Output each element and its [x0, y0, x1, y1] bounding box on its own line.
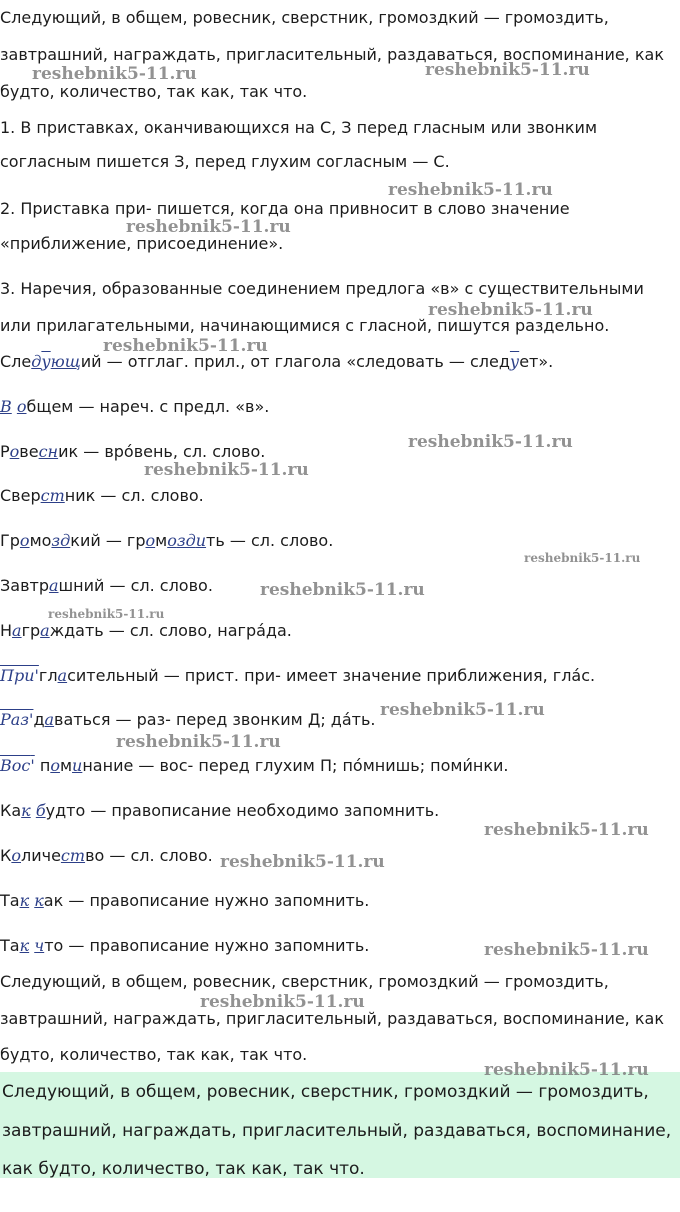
- orthogram: и: [72, 756, 83, 775]
- orthogram: и: [195, 531, 207, 550]
- entry-nagrazhdat: [0, 621, 292, 641]
- entry-zavtrashniy: [0, 576, 213, 596]
- entry-priglasitelnyy: [0, 666, 595, 686]
- orthogram: к: [19, 936, 30, 955]
- entry-text: д: [33, 710, 45, 729]
- orthogram: о: [50, 756, 60, 775]
- summary-line-1: Следующий, в общем, ровесник, сверстник, громоздкий — громоздить,: [0, 972, 609, 991]
- entry-text: ве: [19, 442, 39, 461]
- entry-text: Та: [0, 891, 20, 910]
- prefix-mark: При: [0, 666, 35, 685]
- orthogram: у: [509, 352, 520, 371]
- entry-text: гр: [21, 621, 41, 640]
- watermark: reshebnik5-11.ru: [32, 64, 197, 84]
- entry-text: мо: [29, 531, 52, 550]
- summary-line-2: завтрашний, награждать, пригласительный, раздаваться, воспоминание, как: [0, 1009, 664, 1028]
- orthogram: а: [12, 621, 22, 640]
- orthogram: ст: [40, 486, 65, 505]
- entry-text: кий — гр: [70, 531, 146, 550]
- entry-text: м: [155, 531, 168, 550]
- prefix-mark: ': [30, 756, 35, 775]
- entry-text: Свер: [0, 486, 41, 505]
- watermark: reshebnik5-11.ru: [388, 180, 553, 200]
- orthogram: у: [41, 352, 51, 371]
- rule-1-line-1: 1. В приставках, оканчивающихся на С, З перед гласным или звонким: [0, 118, 598, 137]
- prefix-mark: Вос: [0, 756, 31, 775]
- watermark: reshebnik5-11.ru: [484, 820, 649, 840]
- entry-gromozdkiy: [0, 531, 333, 551]
- watermark: reshebnik5-11.ru: [116, 732, 281, 752]
- orthogram: зд: [176, 531, 196, 550]
- watermark: reshebnik5-11.ru: [380, 700, 545, 720]
- orthogram: а: [44, 710, 55, 729]
- rule-2-line-1: 2. Приставка при- пишется, когда она привносит в слово значение: [0, 199, 570, 218]
- entry-tak-kak: [0, 891, 369, 911]
- entry-text: ник — сл. слово.: [64, 486, 204, 505]
- answer-line-3: как будто, количество, так как, так что.: [2, 1159, 365, 1179]
- answer-highlight: [0, 1072, 680, 1178]
- entry-text: шний — сл. слово.: [58, 576, 213, 595]
- entry-v-obshchem: [0, 397, 269, 417]
- entry-text: во — сл. слово.: [85, 846, 213, 865]
- summary-line-3: будто, количество, так как, так что.: [0, 1045, 308, 1064]
- entry-text: Н: [0, 621, 13, 640]
- watermark: reshebnik5-11.ru: [200, 992, 365, 1012]
- watermark: reshebnik5-11.ru: [103, 336, 268, 356]
- watermark: reshebnik5-11.ru: [144, 460, 309, 480]
- entry-text: гл: [38, 666, 58, 685]
- entry-text: сительный — прист. при- имеет значение приближения, гла́с.: [67, 666, 596, 685]
- entry-text: ть — сл. слово.: [206, 531, 334, 550]
- orthogram: а: [57, 666, 68, 685]
- rule-3-line-2: или прилагательными, начинающимися с гласной, пишутся раздельно.: [0, 316, 610, 335]
- entry-text: п: [34, 756, 51, 775]
- entry-text: ваться — раз- перед звонким Д; да́ть.: [54, 710, 376, 729]
- orthogram: ст: [60, 846, 86, 865]
- answer-line-2: завтрашний, награждать, пригласительный, раздаваться, воспоминание,: [2, 1121, 672, 1141]
- watermark: reshebnik5-11.ru: [408, 432, 573, 452]
- watermark: reshebnik5-11.ru: [425, 60, 590, 80]
- entry-vospominanie: [0, 756, 509, 776]
- entry-kolichestvo: [0, 846, 213, 866]
- orthogram: о: [11, 846, 21, 865]
- orthogram: ч: [34, 936, 45, 955]
- entry-text: Завтр: [0, 576, 49, 595]
- entry-text: м: [59, 756, 73, 775]
- entry-text: Р: [0, 442, 10, 461]
- entry-text: нание — вос- перед глухим П; по́мнишь; поми́нки.: [82, 756, 509, 775]
- entry-rovesnik: [0, 442, 265, 462]
- rule-2-line-2: «приближение, присоединение».: [0, 234, 284, 253]
- watermark: reshebnik5-11.ru: [126, 217, 291, 237]
- entry-text: то — правописание нужно запомнить.: [44, 936, 370, 955]
- rule-3-line-1: 3. Наречия, образованные соединением предлога «в» с существительными: [0, 279, 644, 298]
- entry-razdavatsya: [0, 710, 376, 730]
- prefix-mark: ': [29, 710, 34, 729]
- entry-text: К: [0, 846, 12, 865]
- orthogram: о: [9, 442, 20, 461]
- entry-text: личе: [21, 846, 61, 865]
- orthogram: а: [40, 621, 50, 640]
- entry-tak-chto: [0, 936, 369, 956]
- entry-text: удто — правописание необходимо запомнить.: [45, 801, 440, 820]
- entry-text: Гр: [0, 531, 20, 550]
- orthogram: сн: [38, 442, 59, 461]
- intro-line-2: завтрашний, награждать, пригласительный, раздаваться, воспоминание, как: [0, 45, 664, 64]
- orthogram: к: [19, 891, 30, 910]
- watermark: reshebnik5-11.ru: [428, 300, 593, 320]
- entry-text: бщем — нареч. с предл. «в».: [26, 397, 270, 416]
- watermark: reshebnik5-11.ru: [260, 580, 425, 600]
- orthogram: зд: [51, 531, 71, 550]
- orthogram: д: [31, 352, 42, 371]
- entry-text: Сле: [0, 352, 32, 371]
- entry-text: Та: [0, 936, 20, 955]
- watermark: reshebnik5-11.ru: [484, 1060, 649, 1080]
- entry-sverstnik: [0, 486, 204, 506]
- entry-text: ий — отглаг. прил., от глагола «следовать — след: [80, 352, 510, 371]
- prefix-mark: ': [34, 666, 39, 685]
- orthogram: В: [0, 397, 12, 416]
- orthogram: к: [21, 801, 31, 820]
- orthogram: о: [16, 397, 27, 416]
- orthogram: о: [19, 531, 30, 550]
- intro-line-1: Следующий, в общем, ровесник, сверстник, громоздкий — громоздить,: [0, 8, 609, 27]
- orthogram: о: [167, 531, 177, 550]
- orthogram: а: [48, 576, 59, 595]
- watermark: reshebnik5-11.ru: [220, 852, 385, 872]
- prefix-mark: Раз: [0, 710, 30, 729]
- entry-text: ик — вро́вень, сл. слово.: [58, 442, 266, 461]
- entry-text: ет».: [519, 352, 554, 371]
- entry-text: ждать — сл. слово, награ́да.: [49, 621, 292, 640]
- orthogram: ющ: [50, 352, 81, 371]
- entry-text: ак — правописание нужно запомнить.: [43, 891, 370, 910]
- orthogram: о: [145, 531, 156, 550]
- intro-line-3: будто, количество, так как, так что.: [0, 82, 308, 101]
- orthogram: б: [35, 801, 46, 820]
- entry-text: Ка: [0, 801, 22, 820]
- entry-kak-budto: [0, 801, 439, 821]
- entry-sleduyushchiy: [0, 352, 553, 372]
- orthogram: к: [34, 891, 44, 910]
- watermark: reshebnik5-11.ru: [524, 551, 641, 565]
- watermark: reshebnik5-11.ru: [48, 607, 165, 621]
- answer-line-1: Следующий, в общем, ровесник, сверстник, громоздкий — громоздить,: [2, 1082, 649, 1102]
- rule-1-line-2: согласным пишется З, перед глухим согласным — С.: [0, 152, 450, 171]
- watermark: reshebnik5-11.ru: [484, 940, 649, 960]
